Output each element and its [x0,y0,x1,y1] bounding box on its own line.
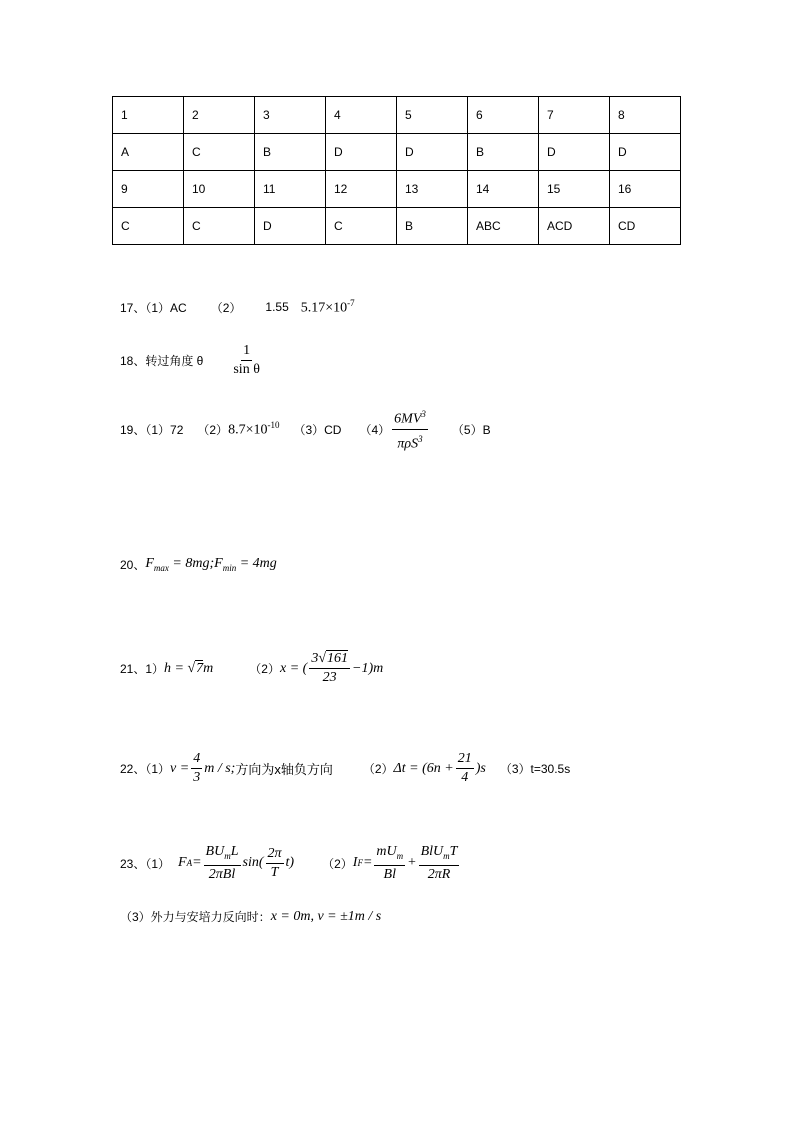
q20-label: 20、 [120,558,146,572]
answer-table-cell: ACD [539,208,610,245]
answer-table-cell: A [113,134,184,171]
answer-table-cell: D [397,134,468,171]
answer-table-cell: CD [610,208,681,245]
q18-fraction: $\frac{1}{\text{sin θ}}$ [233,343,260,377]
q19-part5: （5）B [451,422,491,437]
answer-table-cell: 16 [610,171,681,208]
answer-21 [120,650,383,687]
q20-expression: $F_{max}$ = $8mg;F_{min} = 4mg$ [145,556,277,573]
answer-table-cell: B [397,208,468,245]
q19-value-2: $8.7\times 10^{-10}$ [228,419,280,438]
q17-label: 17、（1）AC [120,300,187,315]
q22-part2-label: （2） [362,762,394,776]
q19-part4-label: （4） [359,422,391,437]
answer-table-cell: 5 [397,97,468,134]
q21-h-expression: h = √7m [164,660,214,676]
answer-table-cell: C [113,208,184,245]
answer-table-cell: D [610,134,681,171]
answer-table-cell: 11 [255,171,326,208]
answer-23 [120,843,461,884]
q21-label: 21、1） [120,662,165,676]
answer-table-cell: 2 [184,97,255,134]
q17-value-2: $5.17\times 10^{-7}$ [300,298,355,316]
answer-17 [120,298,355,317]
q23-part3-expression: x = 0m, v = ±1m / s [270,908,382,924]
q22-v-expression: v = $\frac{4}{3}$ m / s; [170,751,236,785]
answer-table-row [113,97,681,134]
answer-table-cell: 12 [326,171,397,208]
q23-label: 23、（1） [120,856,171,871]
q22-label: 22、（1） [120,762,171,776]
q23-part3-label: （3）外力与安培力反向时： [120,910,271,924]
q21-x-expression: x = ( $\frac{3√161}{23}$ −1)m [279,651,384,685]
answer-table-cell: 1 [113,97,184,134]
answer-table-cell: 3 [255,97,326,134]
q19-part2-label: （2） [197,422,229,437]
answer-20 [120,556,277,573]
q22-part3: （3）t=30.5s [499,762,571,776]
answer-table [112,96,681,245]
answer-table-cell: 9 [113,171,184,208]
answer-19 [120,405,491,453]
q19-part3: （3）CD [293,422,342,437]
answer-table-cell: 6 [468,97,539,134]
answer-table-cell: D [539,134,610,171]
answer-table-cell: 10 [184,171,255,208]
answer-table-cell: ABC [468,208,539,245]
q17-value-1: 1.55 [265,300,289,315]
q19-fraction: $\frac{6MV^3}{\pi\rho S^3}$ [392,405,428,453]
answer-table-cell: 14 [468,171,539,208]
answer-table-cell: 8 [610,97,681,134]
q21-part2-label: （2） [249,662,280,676]
q23-part2-label: （2） [322,856,353,871]
answer-table-cell: D [255,208,326,245]
q23-i-expression: I F = $\frac{mU_m}{Bl}$ + $\frac{BlU_mT}{2\pi R}$ [352,844,458,882]
answer-table-row [113,208,681,245]
q22-t-expression: Δt = (6n + $\frac{21}{4}$ )s [393,751,486,785]
answer-table-cell: 15 [539,171,610,208]
answer-table-cell: B [255,134,326,171]
q17-part2-label: （2） [210,300,242,315]
q22-direction: 方向为x轴负方向 [235,762,333,777]
answer-table-cell: C [184,134,255,171]
answer-table-cell: 4 [326,97,397,134]
answer-table-cell: 7 [539,97,610,134]
answer-table-row [113,171,681,208]
q23-fa-expression: F A = $\frac{BU_mL}{\text{2πBl}}$ sin( $\frac{2\pi}{T}$ t) [178,844,295,882]
answer-table-cell: C [326,208,397,245]
answer-table-cell: C [184,208,255,245]
answer-table-row [113,134,681,171]
q18-label: 18、转过角度 θ [120,354,204,368]
answer-22 [120,750,570,787]
answer-table-cell: 13 [397,171,468,208]
answer-table-cell: D [326,134,397,171]
answer-table-cell: B [468,134,539,171]
answer-23-part3 [120,908,381,925]
answer-18 [120,342,264,379]
q19-label: 19、（1）72 [120,422,184,437]
